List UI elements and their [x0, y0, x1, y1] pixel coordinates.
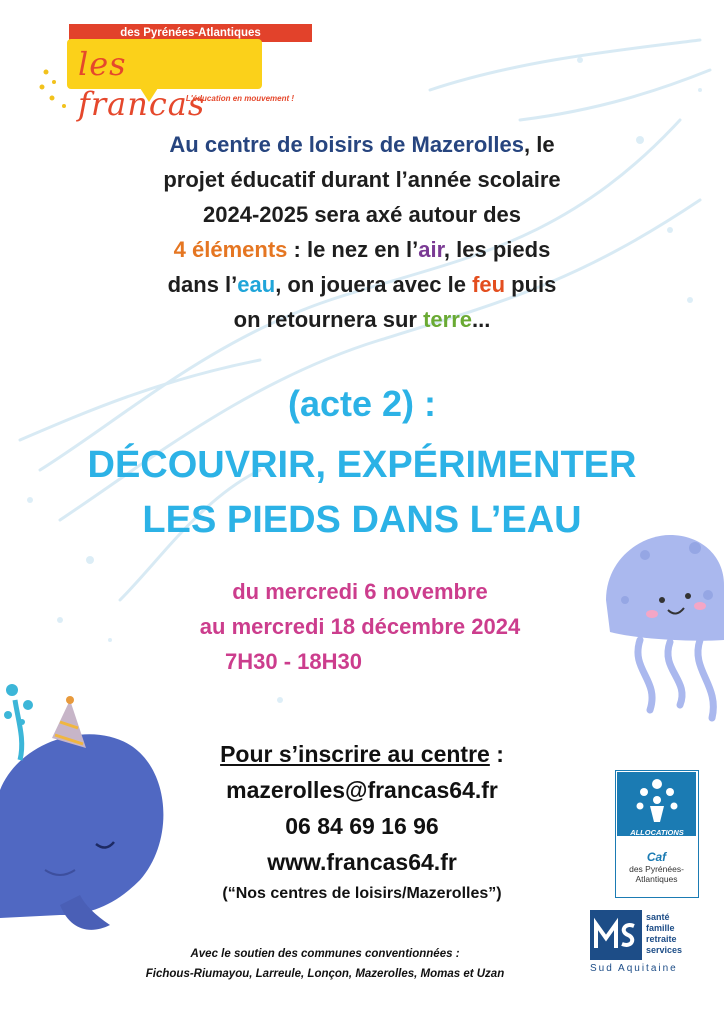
- intro-paragraph: Au centre de loisirs de Mazerolles, le projet éducatif durant l’année scolaire 2024-2025 sera axé autour des 4 éléments : le nez en l’air, les pieds dans l’eau, on jouera avec le feu puis on retournera sur terre...: [163, 132, 561, 332]
- title-line-2: LES PIEDS DANS L’EAU: [142, 499, 582, 541]
- contact-website[interactable]: www.francas64.fr: [267, 849, 457, 875]
- caf-logo-footer: Caf des Pyrénées- Atlantiques: [629, 850, 684, 884]
- dates-block: [90, 574, 630, 679]
- logo-region-label: des Pyrénées-Atlantiques: [69, 24, 312, 42]
- logo-name: les francas: [78, 45, 206, 123]
- date-start: du mercredi 6 novembre: [232, 579, 488, 604]
- logo-dots-icon: [38, 62, 78, 112]
- whale-illustration: [0, 684, 163, 930]
- inscription-heading: Pour s’inscrire au centre: [220, 741, 490, 767]
- acte-label: (acte 2) :: [287, 383, 437, 424]
- title-line-1: DÉCOUVRIR, EXPÉRIMENTER: [87, 444, 637, 486]
- msa-logo-icon: [590, 910, 642, 960]
- contact-phone[interactable]: 06 84 69 16 96: [285, 813, 439, 839]
- caf-allocations: ALLOCATIONS FAMILIALES: [630, 828, 684, 846]
- support-communes: Avec le soutien des communes conventionnées : Fichous-Riumayou, Larreule, Lonçon, Mazerolles, Momas et Uzan: [145, 948, 505, 980]
- opening-hours: 7H30 - 18H30: [225, 649, 362, 674]
- logo-slogan: L'éducation en mouvement !: [185, 94, 295, 103]
- date-end: au mercredi 18 décembre 2024: [199, 614, 521, 639]
- contact-email[interactable]: mazerolles@francas64.fr: [226, 777, 498, 803]
- msa-region: Sud Aquitaine: [590, 963, 678, 974]
- caf-family-icon: [632, 776, 682, 826]
- main-title: [0, 438, 724, 548]
- inscription-block: Pour s’inscrire au centre : mazerolles@francas64.fr 06 84 69 16 96 www.francas64.fr (“Nos centres de loisirs/Mazerolles”): [150, 736, 574, 908]
- msa-tagline: santé famille retraite services: [646, 912, 683, 955]
- website-note: (“Nos centres de loisirs/Mazerolles”): [222, 885, 502, 902]
